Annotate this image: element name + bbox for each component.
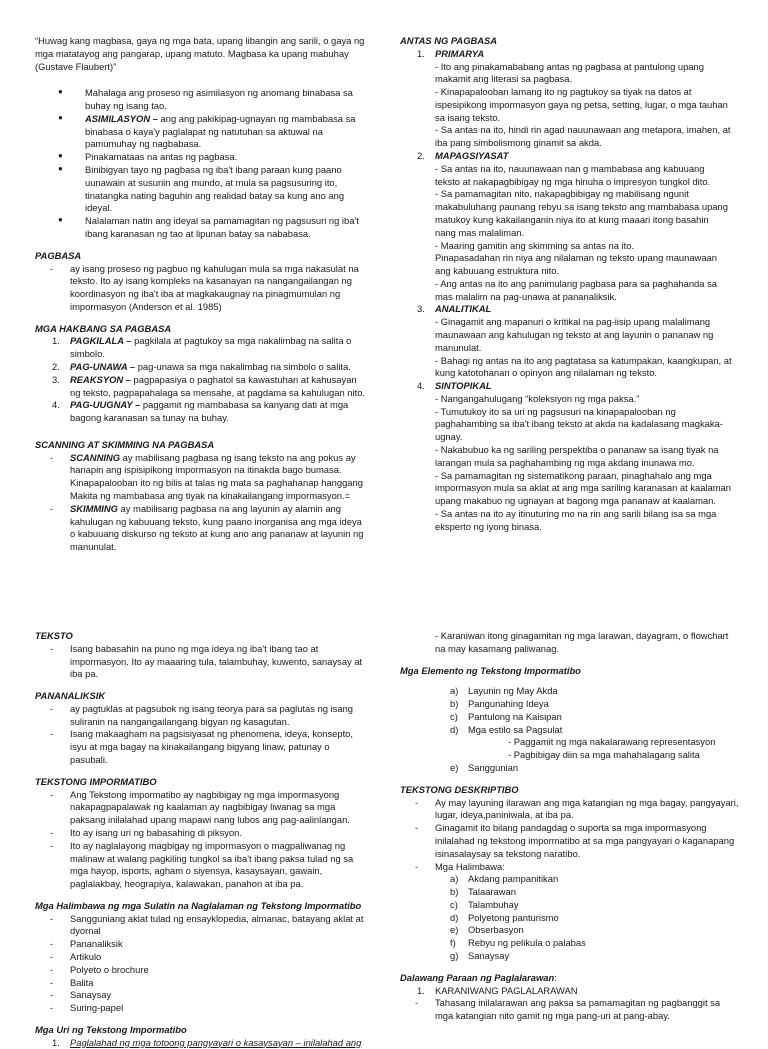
skimming-item: - SKIMMING ay mabilisang pagbasa na ang layunin ay alamin ang kahulugan ng kabuuang teksto, kung paano inorganisa ang mga ideya o kabuuang diskurso ng teksto at kung ano ang pananaw at layunin ng manunulat. — [50, 502, 364, 553]
top-left-column — [35, 35, 367, 554]
deskriptibo-example: g) Sanaysay — [450, 949, 510, 961]
paraan-item: 1. KARANIWANG PAGLALARAWAN — [417, 984, 578, 996]
section-heading-teksto: TEKSTO — [35, 630, 73, 641]
intro-bullet: ● Nalalaman natin ang ideyal sa pamamagitan ng pagsusuri ng iba't ibang karanasan ng tao at lipunan batay sa nababasa. — [58, 215, 359, 239]
bottom-right-column — [400, 630, 740, 1024]
section-heading-halimbawa: Mga Halimbawa ng mga Sulatin na Naglalaman ng Tekstong Impormatibo — [35, 899, 362, 911]
continuation-note: - Karaniwan itong ginagamitan ng mga larawan, dayagram, o flowchart na may kasamang paliwanag. — [435, 630, 729, 654]
halimbawa-item: - Polyeto o brochure — [50, 963, 149, 975]
scanning-item: - SCANNING ay mabilisang pagbasa ng isang teksto na ang pokus ay hanapin ang ispisipikong impormasyon na itinakda bago bumasa. Kinapapalooban ito ng bilis at talas ng mata sa paghahanap hanggang Makita ng mambabasa ang tiyak na kinakailangang impormasyon.= — [50, 451, 363, 501]
opening-quote: “Huwag kang magbasa, gaya ng mga bata, upang libangin ang sarili, o gaya ng mga matatayog ang pangarap, upang matuto. Magbasa ka upang mabuhay (Gustave Flaubert)” — [35, 35, 365, 72]
deskriptibo-example: d) Polyetong panturismo — [450, 911, 559, 923]
bullet-icon: ● — [58, 151, 63, 161]
deskriptibo-item: - Ay may layuning ilarawan ang mga katangian ng mga bagay, pangyayari, lugar, ideya,paniniwala, at iba pa. — [415, 796, 739, 821]
deskriptibo-example: f) Rebyu ng pelikula o palabas — [450, 937, 586, 949]
impormatibo-item: - Ang Tekstong impormatibo ay nagbibigay ng mga impormasyong nakapagpapalawak ng kaalaman ay nagbibigay liwanag sa mga paksang inilalahad upang mapawi nang lubos ang pag-aalinlangan. — [50, 788, 350, 826]
antas-item-analitikal: 3. ANALITIKAL - Ginagamit ang mapanuri o kritikal na pag-iisip upang malalimang maunawaan ang kahulugan ng teksto at ang layunin o pananaw ng manunulat. - Bahagi ng antas na ito ang pagtatasa sa katumpakan, kaangkupan, at kung katotohanan o opinyon ang nilalaman ng teksto. — [417, 303, 732, 379]
antas-item-mapagsiyasat: 2. MAPAGSIYASAT - Sa antas na ito, nauunawaan nan g mambabasa ang kabuuang teksto at nakapagbibigay ng mga hinuha o impresyon tungkol dito. - Sa pamamagitan nito, nakapagbibigay ng mabilisang ngunit makabuluhang paunang rebyu sa isang teksto ang mambabasa upang matukoy kung kakailanganin niya ito at kung maaari itong basahin nang mas malaliman. - Maaring gamitin ang skimming sa antas na ito. Pinapasadahan rin niya ang nilalaman ng teksto upang maunawaan ang kabuuang estruktura nito. - Ang antas na ito ang panimulang pagbasa para sa paghahanda sa mas malalim na pag-unawa at pananaliksik. — [417, 150, 728, 302]
intro-bullet: ● Binibigyan tayo ng pagbasa ng iba't ibang paraan kung paano uunawain at susuriin ang mundo, at mula sa pagsusuring ito, tinatangka nating baguhin ang realidad batay sa kung ano ang ideyal. — [58, 164, 345, 214]
bottom-left-column — [35, 630, 367, 1048]
section-heading-deskriptibo: TEKSTONG DESKRIPTIBO — [400, 783, 519, 795]
elemento-item: a) Layunin ng May Akda — [450, 685, 558, 697]
impormatibo-item: - Ito ay isang uri ng babasahing di piksyon. — [50, 826, 242, 838]
section-heading-hakbang: MGA HAKBANG SA PAGBASA — [35, 322, 172, 334]
deskriptibo-example: a) Akdang pampanitikan — [450, 873, 559, 885]
section-heading-antas: ANTAS NG PAGBASA — [400, 35, 498, 46]
section-heading-paraan: Dalawang Paraan ng Paglalarawan: — [400, 971, 557, 983]
elemento-item: e) Sanggunian — [450, 762, 519, 774]
deskriptibo-item: - Mga Halimbawa: — [415, 860, 505, 872]
halimbawa-item: - Suring-papel — [50, 1002, 124, 1014]
intro-bullet: ● ASIMILASYON – ang ang pakikipag-ugnayan ng mambabasa sa binabasa o kaya'y paglalapat ng natutuhan sa aktuwal na pamumuhay ng nagbabasa. — [58, 112, 356, 150]
elemento-subitem: - Pagbibigay diin sa mga mahahalagang salita — [508, 749, 700, 761]
antas-item-primarya: 1. PRIMARYA - Ito ang pinakamababang antas ng pagbasa at pantulong upang makamit ang literasi sa pagbasa. - Kinapapalooban lamang ito ng pagtukoy sa tiyak na datos at ispesipikong impormasyon gaya ng petsa, setting, lugar, o mga tauhan sa isang teksto. - Sa antas na ito, hindi rin agad nauunawaan ang metapora, imahen, at iba pang simbolismong ginamit sa akda. — [417, 47, 731, 149]
deskriptibo-example: c) Talambuhay — [450, 898, 519, 910]
halimbawa-item: - Sangguniang aklat tulad ng ensayklopedia, almanac, batayang aklat at dyornal — [50, 912, 364, 937]
uri-item: 1. Paglalahad ng mga totoong pangyayari o kasaysayan – inilalahad ang — [52, 1036, 362, 1048]
paraan-description: - Tahasang inilalarawan ang paksa sa pamamagitan ng pagbanggit sa mga katangian nito gamit ng mga pang-uri at pang-abay. — [415, 997, 721, 1022]
hakbang-item: 4. PAG-UUGNAY – paggamit ng mambabasa sa kanyang dati at mga bagong karanasan sa tunay na buhay. — [52, 399, 349, 424]
halimbawa-item: - Artikulo — [50, 950, 102, 962]
section-heading-scanning: SCANNING AT SKIMMING NA PAGBASA — [35, 438, 215, 450]
hakbang-item: 2. PAG-UNAWA – pag-unawa sa mga nakalimbag na simbolo o salita. — [52, 360, 351, 372]
hakbang-item: 3. REAKSYON – pagpapasiya o paghatol sa kawastuhan at kahusayan ng teksto, pagpapahalaga sa mensahe, at pagdama sa kahulugan nito. — [52, 373, 366, 398]
section-heading-pananaliksik: PANANALIKSIK — [35, 690, 106, 702]
bullet-icon: ● — [58, 112, 63, 122]
halimbawa-item: - Balita — [50, 976, 94, 988]
section-heading-impormatibo: TEKSTONG IMPORMATIBO — [35, 775, 157, 787]
deskriptibo-item: - Ginagamit ito bilang pandagdag o suporta sa mga impormasyong inilalahad ng tekstong impormatibo at sa mga pangyayari o kaganapang isinasalaysay sa tekstong naratibo. — [415, 822, 735, 859]
bullet-icon: ● — [58, 164, 63, 174]
elemento-subitem: - Paggamit ng mga nakalarawang representasyon — [508, 736, 716, 748]
halimbawa-item: - Sanaysay — [50, 989, 112, 1001]
hakbang-item: 1. PAGKILALA – pagkilala at pagtukoy sa mga nakalimbag na salita o simbolo. — [52, 335, 352, 360]
section-heading-elemento: Mga Elemento ng Tekstong Impormatibo — [400, 664, 581, 676]
bullet-icon: ● — [58, 87, 63, 97]
elemento-item: c) Pantulong na Kaisipan — [450, 710, 562, 722]
deskriptibo-example: e) Obserbasyon — [450, 924, 524, 936]
section-heading-uri: Mga Uri ng Tekstong Impormatibo — [35, 1023, 187, 1035]
teksto-definition: - Isang babasahin na puno ng mga ideya ng iba't ibang tao at impormasyon. Ito ay maaaring tula, talambuhay, kuwento, sanaysay at iba pa. — [50, 642, 363, 680]
impormatibo-item: - Ito ay naglalayong magbigay ng impormasyon o magpaliwanag ng malinaw at walang pagkiling tungkol sa iba't ibang paksa tulad ng sa mga hayop, isports, agham o siyensya, kasaysayan, gawain, paglalakbay, heograpiya, kalawakan, panahon at iba pa. — [50, 839, 354, 890]
bullet-icon: ● — [58, 215, 63, 225]
antas-item-sintopikal: 4. SINTOPIKAL - Nangangahulugang “koleksiyon ng mga paksa.” - Tumutukoy ito sa uri ng pagsusuri na kinapapalooban ng paghahambing sa iba't ibang teksto at akda na kadalasang magkaka-ugnay. - Nakabubuo ka ng sariling perspektiba o pananaw sa isang tiyak na larangan mula sa paghahambing ng mga akdang inunawa mo. - Sa pamamagitan ng sistematikong paraan, pinaghahalo ang mga impormasyon mula sa aklat at ang mga sariling karanasan at kaalaman upang makabuo ng ugnayan at bagong mga pananaw at kaalaman. - Sa antas na ito ay itinuturing mo na rin ang sarili bilang isa sa mga eksperto ng iyong binasa. — [417, 380, 731, 532]
deskriptibo-example: b) Talaarawan — [450, 886, 516, 898]
elemento-item: b) Pangunahing Ideya — [450, 698, 549, 710]
intro-bullet: ● Pinakamataas na antas ng pagbasa. — [58, 151, 238, 163]
intro-bullet: ● Mahalaga ang proseso ng asimilasyon ng anomang binabasa sa buhay ng isang tao. — [58, 87, 353, 112]
pananaliksik-item: - ay pagtuklas at pagsubok ng isang teorya para sa paglutas ng isang suliranin na nangangailangang bigyan ng kasagutan. — [50, 702, 354, 727]
pagbasa-definition: - ay isang proseso ng pagbuo ng kahulugan mula sa mga nakasulat na teksto. Ito ay isang kompleks na kasanayan na nangangailangan ng koordinasyon ng iba't iba at magkakaugnay na pinagmumulan ng impormasyon (Anderson et al. 1985) — [50, 262, 359, 312]
elemento-item: d) Mga estilo sa Pagsulat — [450, 723, 563, 735]
halimbawa-item: - Pananaliksik — [50, 938, 123, 950]
pananaliksik-item: - Isang makaagham na pagsisiyasat ng phenomena, ideya, konsepto, isyu at mga bagay na kinakailangang bigyang linaw, patunay o pasubali. — [50, 728, 353, 766]
top-right-column — [400, 35, 732, 533]
section-heading-pagbasa: PAGBASA — [35, 249, 82, 261]
